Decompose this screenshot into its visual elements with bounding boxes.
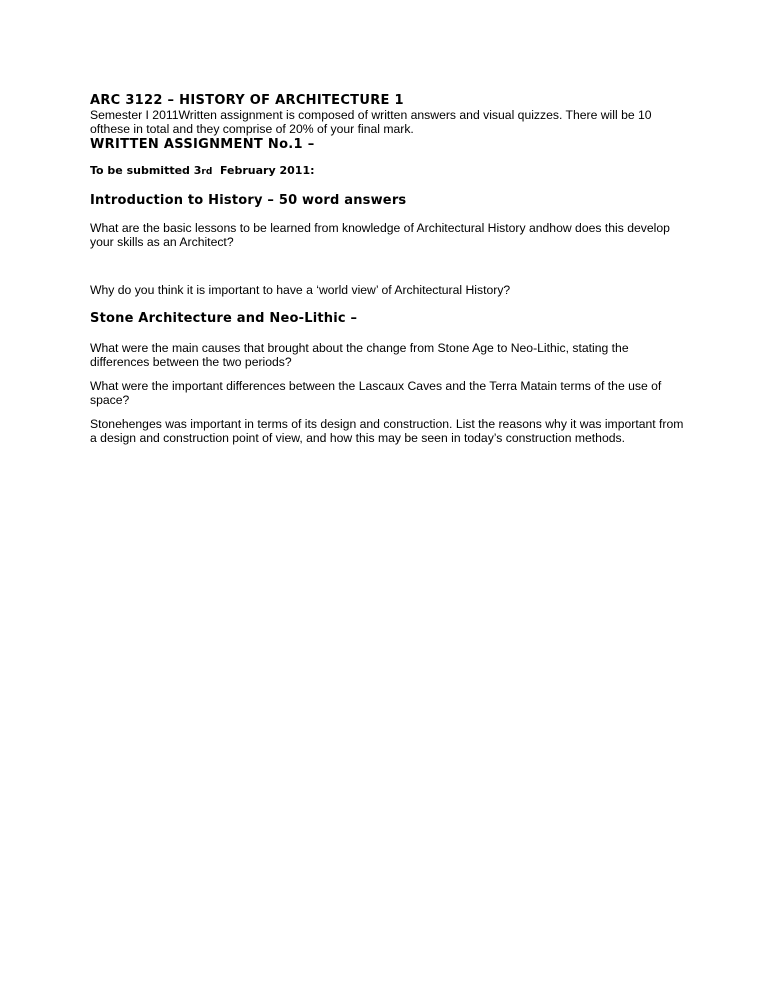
question-text: What were the main causes that brought about the change from Stone Age to Neo-Lithic, stating the differences between the two periods? [90, 341, 629, 369]
section-heading-stone-architecture: Stone Architecture and Neo-Lithic – [90, 311, 358, 326]
question-text: Why do you think it is important to have a ‘world view’ of Architectural History? [90, 283, 511, 297]
semester-description: Semester I 2011Written assignment is composed of written answers and visual quizzes. There will be 10 ofthese in total and they comprise of 20% of your final mark. [90, 108, 652, 136]
question-text: Stonehenges was important in terms of its design and construction. List the reasons why it was important from a design and construction point of view, and how this may be seen in today’s construction methods. [90, 417, 684, 445]
section-heading-introduction: Introduction to History – 50 word answers [90, 193, 407, 208]
submission-date [90, 164, 690, 179]
submission-day: 3 [193, 164, 202, 177]
question-text: What were the important differences between the Lascaux Caves and the Terra Matain terms of the use of space? [90, 379, 662, 407]
course-title: ARC 3122 – HISTORY OF ARCHITECTURE 1 [90, 93, 404, 108]
document-page [90, 93, 690, 445]
assignment-title: WRITTEN ASSIGNMENT No.1 – [90, 137, 315, 152]
submission-prefix: To be submitted [90, 164, 194, 177]
submission-day-suffix: rd [201, 167, 213, 177]
submission-month-year: February 2011: [212, 164, 315, 177]
question-text: What are the basic lessons to be learned from knowledge of Architectural History andhow does this develop your skills as an Architect? [90, 221, 670, 249]
